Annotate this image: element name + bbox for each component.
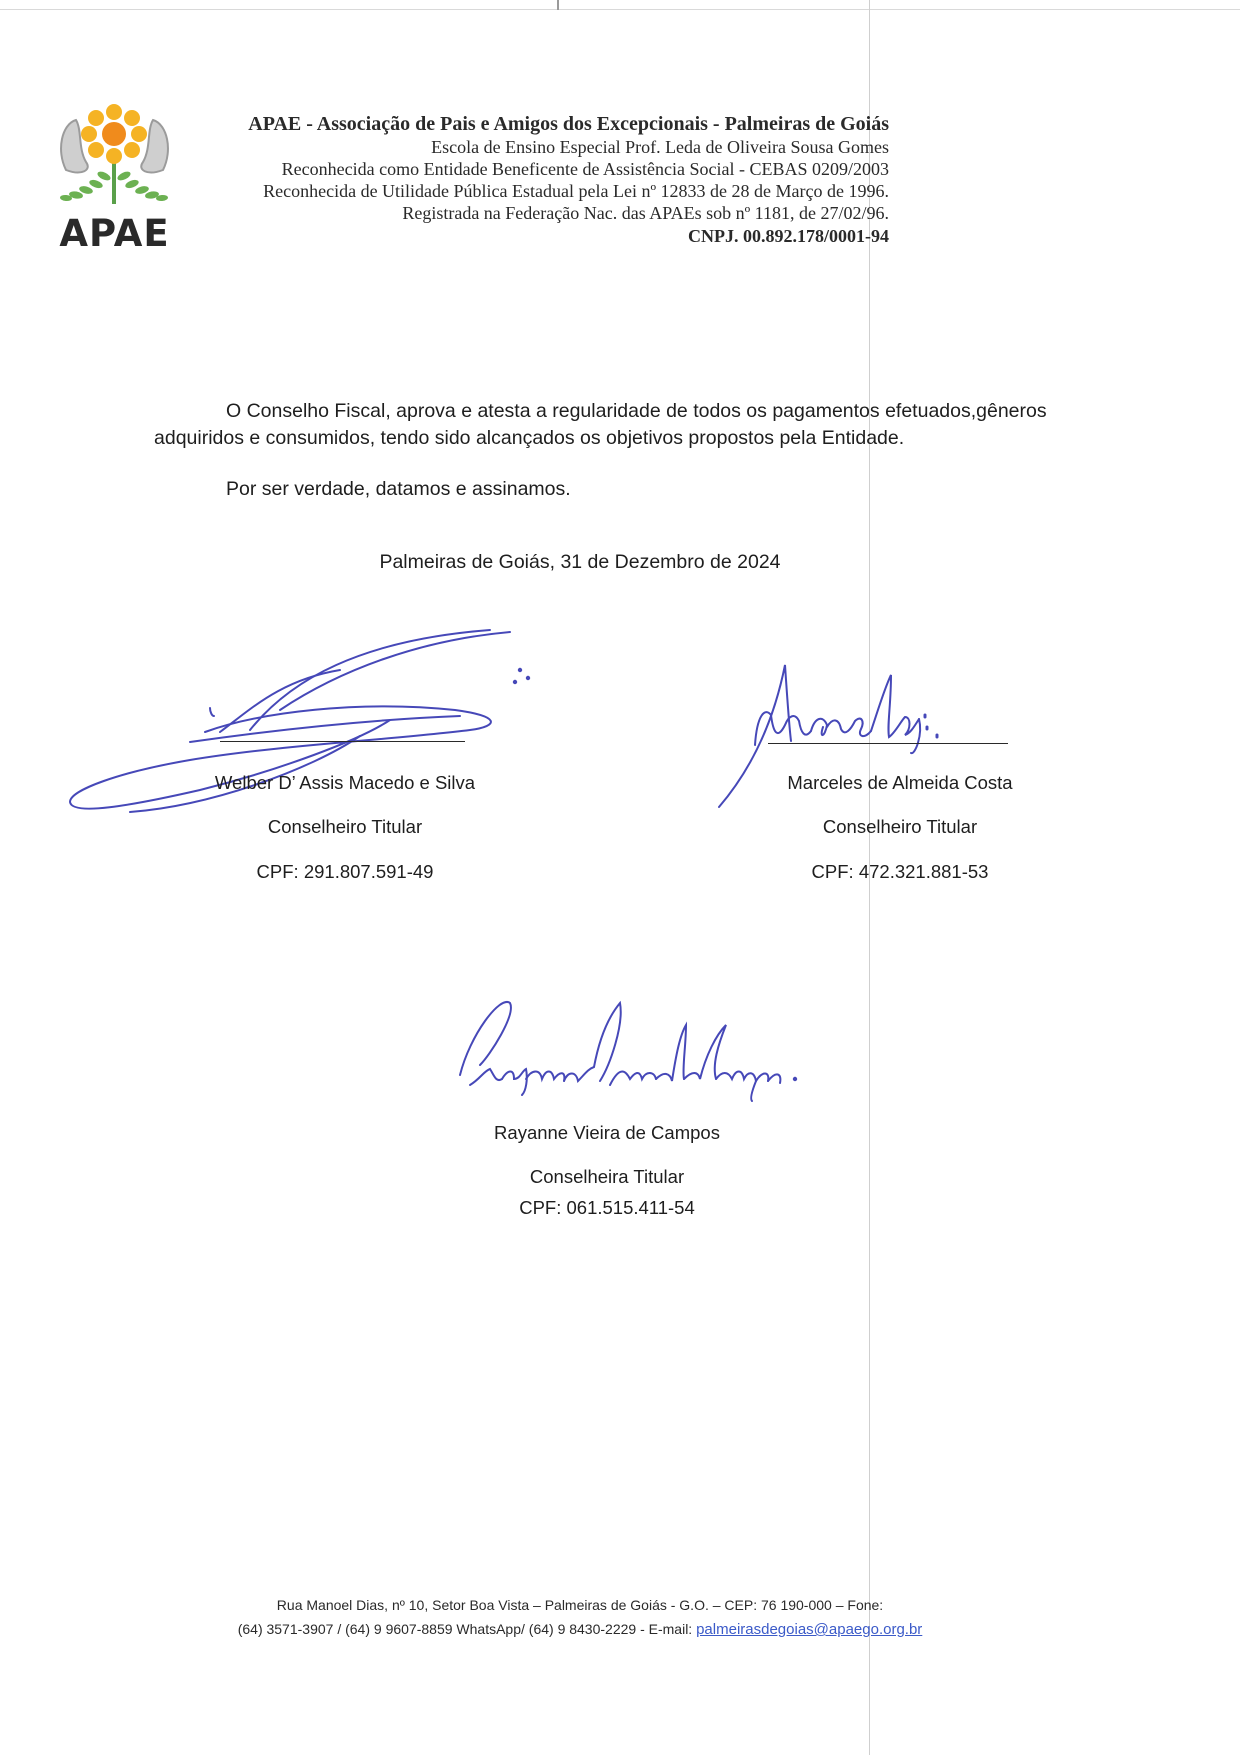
signatory-cpf: CPF: 291.807.591-49: [256, 861, 434, 882]
signature-scribble-3: [450, 995, 820, 1105]
signatory-cpf: CPF: 061.515.411-54: [519, 1197, 695, 1218]
federation-line: Registrada na Federação Nac. das APAEs sob nº 1181, de 27/02/96.: [402, 203, 889, 223]
signatory-block: [180, 772, 510, 882]
school-name: Escola de Ensino Especial Prof. Leda de Oliveira Sousa Gomes: [431, 137, 889, 157]
footer-contacts: [0, 1617, 1160, 1642]
letterhead: [190, 112, 889, 248]
signatory-role: Conselheiro Titular: [267, 816, 423, 837]
footer-address: Rua Manoel Dias, nº 10, Setor Boa Vista – Palmeiras de Goiás - G.O. – CEP: 76 190-000 – Fone:: [276, 1597, 884, 1613]
footer: [0, 1593, 1160, 1642]
body-paragraph-closing: Por ser verdade, datamos e assinamos.: [226, 478, 571, 500]
cebas-line: Reconhecida como Entidade Beneficente de Assistência Social - CEBAS 0209/2003: [281, 159, 889, 179]
signatory-name: Welber D’ Assis Macedo e Silva: [214, 772, 476, 793]
flower-hands-icon: [52, 100, 177, 210]
signatory-name: Marceles de Almeida Costa: [787, 772, 1013, 793]
apae-logo: [52, 100, 177, 255]
signatory-role: Conselheiro Titular: [822, 816, 978, 837]
org-name: APAE - Associação de Pais e Amigos dos Excepcionais - Palmeiras de Goiás: [248, 113, 889, 135]
place-date: Palmeiras de Goiás, 31 de Dezembro de 2024: [379, 551, 781, 573]
signatory-block: [457, 1122, 757, 1232]
signature-line: [768, 743, 1008, 744]
email-link[interactable]: palmeirasdegoias@apaego.org.br: [696, 1621, 923, 1638]
scan-mark: [557, 0, 559, 10]
body-paragraph: O Conselho Fiscal, aprova e atesta a regularidade de todos os pagamentos efetuados,gêneros adquiridos e consumidos, tendo sido alcançados os objetivos propostos pela Entidade.: [154, 400, 1047, 449]
footer-phones: (64) 3571-3907 / (64) 9 9607-8859 WhatsApp/ (64) 9 8430-2229 - E-mail:: [237, 1621, 697, 1637]
signatory-cpf: CPF: 472.321.881-53: [811, 861, 989, 882]
signatory-block: [735, 772, 1065, 882]
public-utility-line: Reconhecida de Utilidade Pública Estadual pela Lei nº 12833 de 28 de Março de 1996.: [263, 181, 889, 201]
scan-edge-line: [0, 9, 1240, 10]
logo-text: APAE: [59, 212, 170, 255]
signatory-role: Conselheira Titular: [529, 1166, 685, 1187]
signatory-name: Rayanne Vieira de Campos: [494, 1122, 720, 1143]
signature-line: [220, 741, 465, 742]
cnpj-line: CNPJ. 00.892.178/0001-94: [688, 226, 889, 246]
